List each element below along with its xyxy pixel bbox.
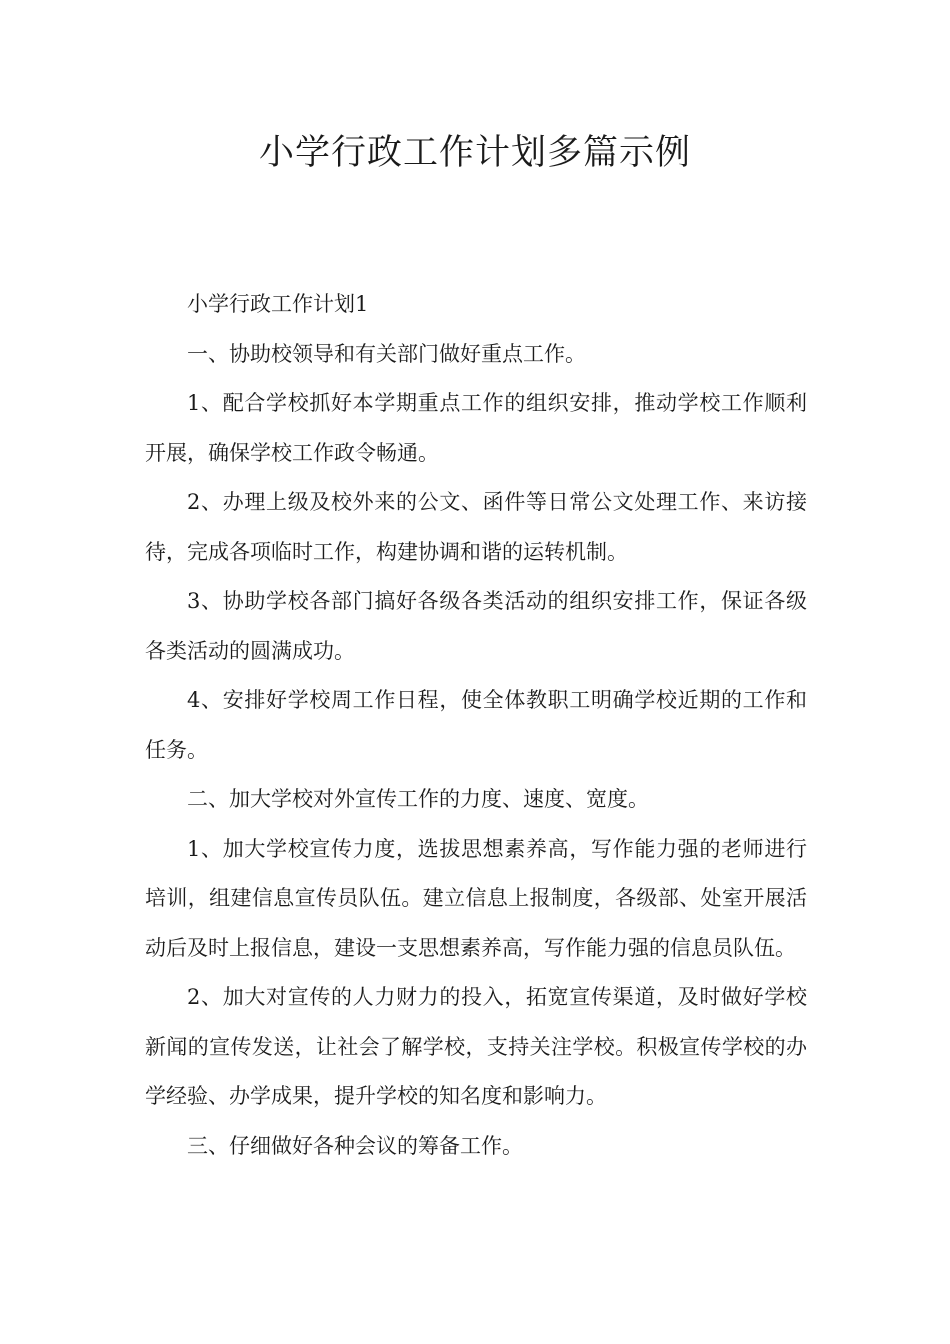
document-body — [145, 280, 807, 1171]
paragraph-section-2-item-1: 1、加大学校宣传力度，选拔思想素养高，写作能力强的老师进行培训，组建信息宣传员队伍。建立信息上报制度，各级部、处室开展活动后及时上报信息，建设一支思想素养高，写作能力强的信息员队伍。 — [145, 836, 807, 960]
paragraph-section-1-item-2: 2、办理上级及校外来的公文、函件等日常公文处理工作、来访接待，完成各项临时工作，构建协调和谐的运转机制。 — [145, 490, 807, 564]
paragraph-section-1-item-3: 3、协助学校各部门搞好各级各类活动的组织安排工作，保证各级各类活动的圆满成功。 — [145, 589, 807, 663]
paragraph-plan-heading: 小学行政工作计划1 — [187, 292, 369, 316]
paragraph-section-2-heading: 二、加大学校对外宣传工作的力度、速度、宽度。 — [187, 787, 649, 811]
paragraph-section-1-item-1: 1、配合学校抓好本学期重点工作的组织安排，推动学校工作顺利开展，确保学校工作政令畅通。 — [145, 391, 807, 465]
paragraph-section-3-heading: 三、仔细做好各种会议的筹备工作。 — [187, 1133, 523, 1158]
document-title: 小学行政工作计划多篇示例 — [258, 133, 691, 173]
paragraph-section-1-heading: 一、协助校领导和有关部门做好重点工作。 — [187, 341, 586, 366]
paragraph-section-2-item-2: 2、加大对宣传的人力财力的投入，拓宽宣传渠道，及时做好学校新闻的宣传发送，让社会了解学校，支持关注学校。积极宣传学校的办学经验、办学成果，提升学校的知名度和影响力。 — [145, 985, 807, 1108]
paragraph-section-1-item-4: 4、安排好学校周工作日程，使全体教职工明确学校近期的工作和任务。 — [145, 688, 807, 762]
